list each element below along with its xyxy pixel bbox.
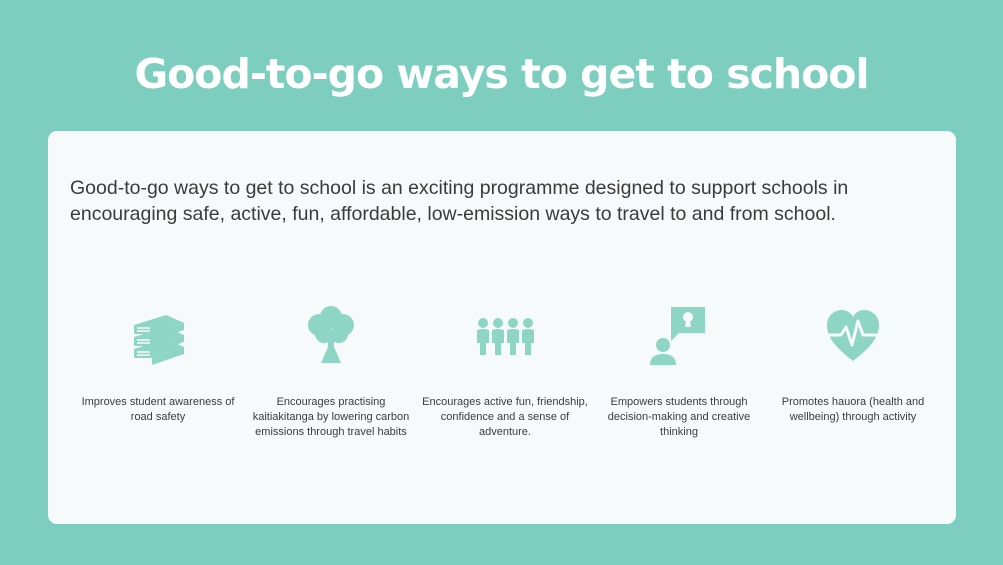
intro-paragraph: Good-to-go ways to get to school is an exciting programme designed to support schools in encouraging safe, active, fun, affordable, low-emission ways to travel to and from school.	[70, 177, 849, 225]
feature-road-safety	[73, 303, 243, 425]
person-idea-icon	[647, 303, 711, 367]
books-icon	[126, 303, 190, 367]
feature-caption: Promotes hauora (health and wellbeing) through activity	[781, 396, 925, 423]
heartbeat-icon	[821, 303, 885, 367]
page-title: Good-to-go ways to get to school	[134, 50, 869, 98]
feature-caption: Empowers students through decision-making and creative thinking	[607, 396, 751, 438]
feature-list	[48, 303, 956, 463]
children-group-icon	[473, 303, 537, 367]
feature-kaitiakitanga	[246, 303, 416, 440]
feature-caption: Encourages practising kaitiakitanga by lowering carbon emissions through travel habits	[252, 396, 410, 438]
feature-decision-making	[594, 303, 764, 440]
feature-active-fun	[420, 303, 590, 440]
feature-caption: Encourages active fun, friendship, confidence and a sense of adventure.	[422, 396, 588, 438]
feature-caption: Improves student awareness of road safety	[81, 396, 235, 423]
tree-icon	[299, 303, 363, 367]
feature-hauora	[768, 303, 938, 425]
content-card	[48, 131, 956, 524]
